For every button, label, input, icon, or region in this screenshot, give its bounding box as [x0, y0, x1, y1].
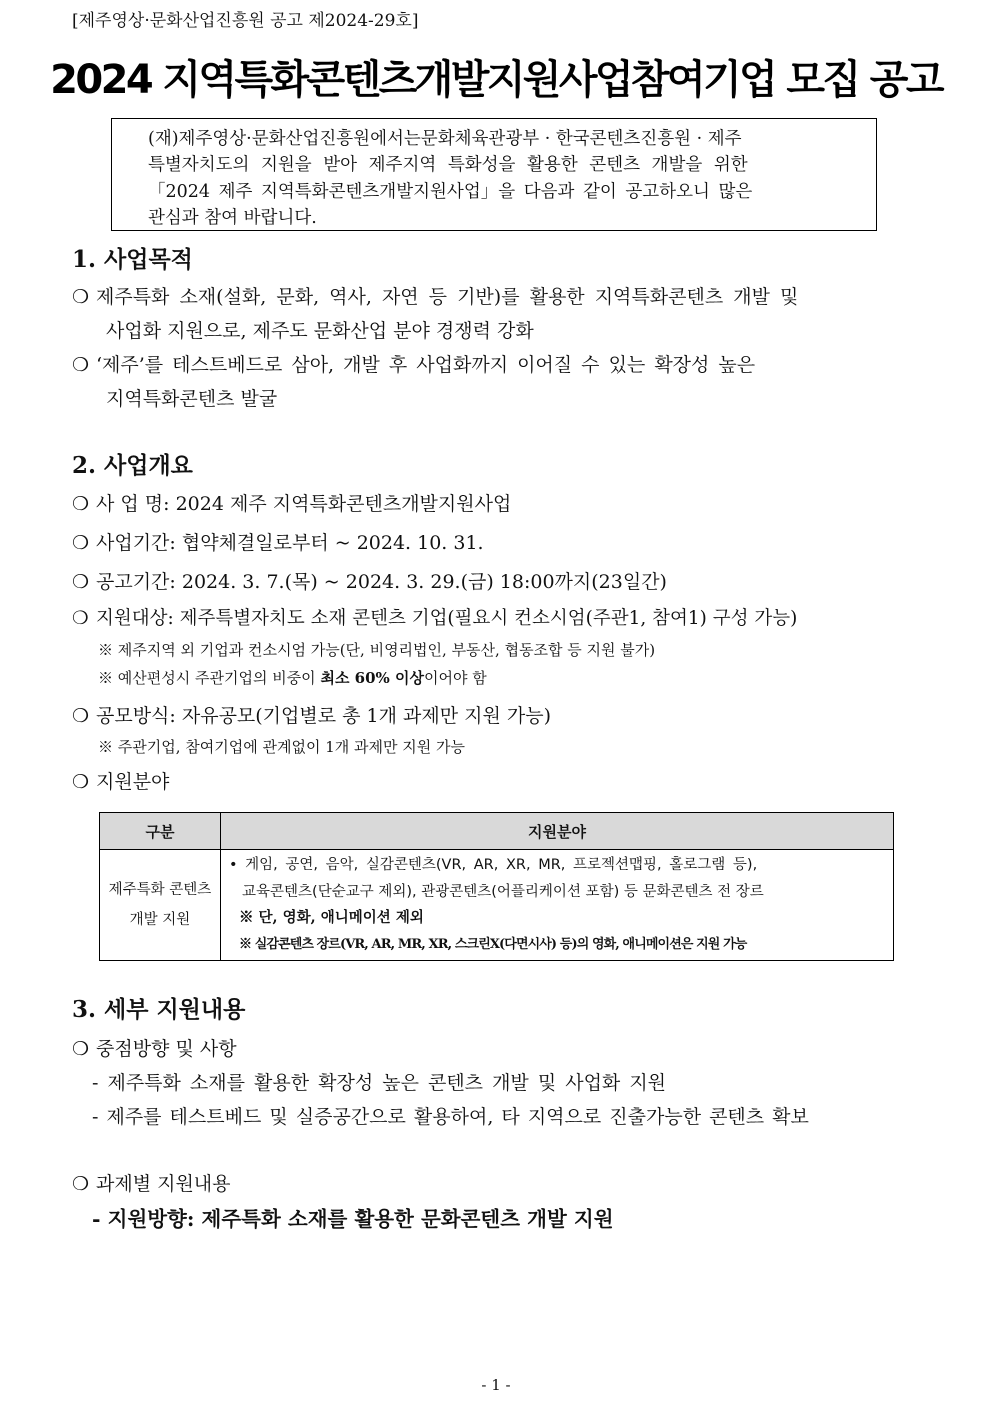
table-cell-description: • 게임, 공연, 음악, 실감콘텐츠(VR, AR, XR, MR, 프로젝션맵핑, 홀로그램 등), 교육콘텐츠(단순교구 제외), 관광콘텐츠(어플리케이션 포함) 등 문화콘텐츠 전 장르 ※ 단, 영화, 애니메이션 제외 ※ 실감콘텐츠 장르(VR, AR, MR, XR, 스크린X(다면시사) 등)의 영화, 애니메이션은 지원 가능	[221, 850, 894, 961]
bullet-icon: ❍	[72, 286, 90, 308]
bullet-icon: ❍	[72, 705, 90, 727]
emphasis: 최소 60% 이상	[320, 669, 424, 687]
table-header: 지원분야	[221, 813, 894, 850]
page-number: - 1 -	[481, 1376, 511, 1394]
intro-line: (재)제주영상·문화산업진흥원에서는문화체육관광부 · 한국콘텐츠진흥원 · 제주	[148, 129, 742, 149]
bullet-icon: ❍	[72, 1038, 90, 1060]
focus-item: - 제주특화 소재를 활용한 확장성 높은 콘텐츠 개발 및 사업화 지원	[92, 1072, 667, 1094]
target-note: ※ 제주지역 외 기업과 컨소시엄 가능(단, 비영리법인, 부동산, 협동조합 등 지원 불가)	[98, 641, 656, 659]
bullet-icon: ❍	[72, 1173, 90, 1195]
bullet-icon: ❍	[72, 608, 89, 629]
support-target: ❍ 지원대상: 제주특별자치도 소재 콘텐츠 기업(필요시 컨소시엄(주관1, 참여1) 구성 가능)	[72, 608, 798, 629]
purpose-item: ❍ 제주특화 소재(설화, 문화, 역사, 자연 등 기반)를 활용한 지역특화콘텐츠 개발 및	[72, 286, 799, 308]
bullet-icon: ❍	[72, 532, 90, 554]
task-label: ❍ 과제별 지원내용	[72, 1173, 231, 1195]
notice-number: [제주영상·문화산업진흥원 공고 제2024-29호]	[72, 11, 419, 31]
project-name: ❍ 사 업 명: 2024 제주 지역특화콘텐츠개발지원사업	[72, 493, 512, 515]
bullet-icon: ❍	[72, 354, 90, 376]
focus-label: ❍ 중점방향 및 사항	[72, 1038, 237, 1060]
support-fields-table	[99, 812, 894, 961]
table-header-row	[100, 813, 894, 850]
section-1-heading: 1. 사업목적	[72, 246, 193, 273]
support-fields-label: ❍ 지원분야	[72, 771, 170, 793]
project-period: ❍ 사업기간: 협약체결일로부터 ~ 2024. 10. 31.	[72, 532, 484, 554]
intro-line: 관심과 참여 바랍니다.	[148, 208, 317, 228]
notice-period: ❍ 공고기간: 2024. 3. 7.(목) ~ 2024. 3. 29.(금) 18:00까지(23일간)	[72, 571, 667, 593]
intro-box	[111, 118, 877, 231]
method-note: ※ 주관기업, 참여기업에 관계없이 1개 과제만 지원 가능	[98, 738, 465, 756]
target-note: ※ 예산편성시 주관기업의 비중이 최소 60% 이상이어야 함	[98, 669, 487, 687]
intro-line: 특별자치도의 지원을 받아 제주지역 특화성을 활용한 콘텐츠 개발을 위한	[148, 155, 748, 175]
focus-item: - 제주를 테스트베드 및 실증공간으로 활용하여, 타 지역으로 진출가능한 콘텐츠 확보	[92, 1106, 809, 1128]
application-method: ❍ 공모방식: 자유공모(기업별로 총 1개 과제만 지원 가능)	[72, 705, 551, 727]
purpose-item-cont: 지역특화콘텐츠 발굴	[106, 388, 278, 410]
table-row	[100, 850, 894, 961]
table-header: 구분	[100, 813, 221, 850]
bullet-icon: ❍	[72, 571, 90, 593]
bullet-icon: ❍	[72, 771, 90, 793]
task-item: - 지원방향: 제주특화 소재를 활용한 문화콘텐츠 개발 지원	[92, 1207, 614, 1231]
intro-line: 「2024 제주 지역특화콘텐츠개발지원사업」을 다음과 같이 공고하오니 많은	[148, 182, 753, 202]
page-title: 2024 지역특화콘텐츠개발지원사업참여기업 모집 공고	[50, 57, 942, 103]
bullet-icon: ❍	[72, 493, 90, 515]
section-3-heading: 3. 세부 지원내용	[72, 996, 246, 1023]
section-2-heading: 2. 사업개요	[72, 452, 193, 479]
table-cell-category: 제주특화 콘텐츠 개발 지원	[100, 850, 221, 961]
purpose-item: ❍ ‘제주’를 테스트베드로 삼아, 개발 후 사업화까지 이어질 수 있는 확장성 높은	[72, 354, 756, 376]
purpose-item-cont: 사업화 지원으로, 제주도 문화산업 분야 경쟁력 강화	[106, 320, 534, 342]
